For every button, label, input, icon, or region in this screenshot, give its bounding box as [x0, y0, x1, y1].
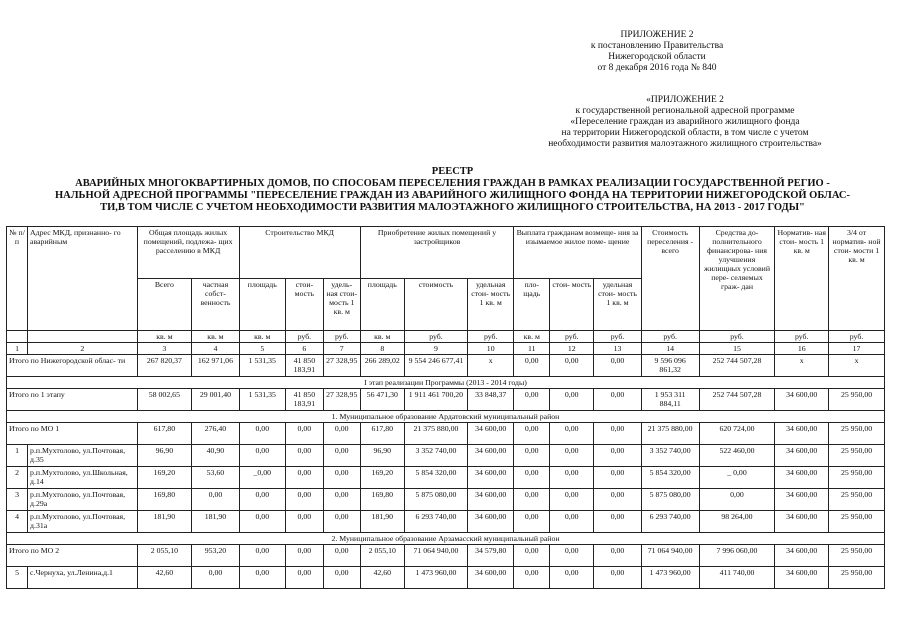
col-num: 10: [468, 343, 514, 355]
unit-cell: руб.: [594, 331, 641, 343]
cell: 0,00: [514, 445, 550, 467]
column-numbers-row: [7, 343, 885, 355]
appendix-line: к постановлению Правительства: [590, 41, 724, 51]
cell: 1 531,35: [239, 389, 285, 411]
cell: 25 950,00: [829, 389, 885, 411]
cell: 0,00: [594, 445, 641, 467]
cell: 5 875 080,00: [641, 489, 699, 511]
cell: 6 293 740,00: [641, 511, 699, 533]
title-line: РЕЕСТР: [431, 166, 474, 177]
section-label: 2. Муниципальное образование Арзамасский муниципальный район: [7, 533, 885, 545]
cell: 5 854 320,00: [404, 467, 467, 489]
cell: 34 600,00: [775, 423, 829, 445]
cell: 25 950,00: [829, 545, 885, 567]
col-num: 17: [829, 343, 885, 355]
unit-cell: кв. м: [192, 331, 239, 343]
header-area-w: пло- щадь: [514, 279, 550, 331]
cell: 5 854 320,00: [641, 467, 699, 489]
cell: 0,00: [594, 423, 641, 445]
cell: 1 473 960,00: [641, 567, 699, 589]
cell: 620 724,00: [699, 423, 775, 445]
registry-table: [6, 226, 885, 589]
cell: 25 950,00: [829, 511, 885, 533]
header-area-s: площадь: [239, 279, 285, 331]
unit-cell: руб.: [404, 331, 467, 343]
section-row: [7, 533, 885, 545]
cell: 34 600,00: [468, 445, 514, 467]
cell: 0,00: [285, 545, 323, 567]
cell: 0,00: [285, 567, 323, 589]
unit-cell: руб.: [775, 331, 829, 343]
cell: 0,00: [239, 489, 285, 511]
cell: 0,00: [594, 545, 641, 567]
header-unit-pay: удельная стои- мость 1 кв. м: [594, 279, 641, 331]
appendix-line: к государственной региональной адресной программе: [575, 106, 795, 116]
cell: 0,00: [323, 467, 360, 489]
col-num: 16: [775, 343, 829, 355]
col-num: 2: [28, 343, 137, 355]
cell: 4: [7, 511, 28, 533]
col-num: 9: [404, 343, 467, 355]
cell: 953,20: [192, 545, 239, 567]
header-funds: Средства до- полнительного финансирова- ния улучшения жилищных условий пере- селяемых граж- дан: [699, 227, 775, 331]
cell: 1: [7, 445, 28, 467]
cell: 0,00: [323, 511, 360, 533]
cell: 3 352 740,00: [641, 445, 699, 467]
row-label: Итого по 1 этапу: [7, 389, 138, 411]
cell: 34 600,00: [775, 389, 829, 411]
cell: x: [775, 355, 829, 377]
cell: 2: [7, 467, 28, 489]
cell: 96,90: [137, 445, 192, 467]
cell: 0,00: [285, 423, 323, 445]
cell: 0,00: [323, 489, 360, 511]
unit-cell: кв. м: [360, 331, 404, 343]
cell: 2 055,10: [360, 545, 404, 567]
cell: x: [468, 355, 514, 377]
row-label: Итого по Нижегородской облас- ти: [7, 355, 138, 377]
title-line: АВАРИЙНЫХ МНОГОКВАРТИРНЫХ ДОМОВ, ПО СПОСОБАМ ПЕРЕСЕЛЕНИЯ ГРАЖДАН В РАМКАХ РЕАЛИЗАЦИИ ГОСУДАРСТВЕННОЙ РЕГИО -: [75, 178, 830, 189]
cell: 169,20: [137, 467, 192, 489]
unit-cell: кв. м: [514, 331, 550, 343]
cell: 0,00: [239, 567, 285, 589]
cell: 0,00: [285, 467, 323, 489]
cell: 96,90: [360, 445, 404, 467]
header-cost-w: стои- мость: [550, 279, 594, 331]
cell: 98 264,00: [699, 511, 775, 533]
cell: 5 875 080,00: [404, 489, 467, 511]
table-row: [7, 467, 885, 489]
table-row: [7, 567, 885, 589]
cell: 0,00: [699, 489, 775, 511]
cell: 1 953 311 884,11: [641, 389, 699, 411]
cell: 252 744 507,28: [699, 355, 775, 377]
cell: 0,00: [323, 545, 360, 567]
units-row: [7, 331, 885, 343]
cell: 0,00: [550, 445, 594, 467]
cell: 9 554 246 677,41: [404, 355, 467, 377]
unit-cell: руб.: [550, 331, 594, 343]
cell: 0,00: [550, 423, 594, 445]
cell: 6 293 740,00: [404, 511, 467, 533]
cell: 34 579,80: [468, 545, 514, 567]
cell: 0,00: [285, 489, 323, 511]
cell: 0,00: [550, 489, 594, 511]
appendix-header: [552, 30, 762, 74]
cell: 34 600,00: [775, 467, 829, 489]
cell: 9 596 096 861,32: [641, 355, 699, 377]
cell: 0,00: [285, 511, 323, 533]
cell: 0,00: [323, 567, 360, 589]
cell: 0,00: [550, 511, 594, 533]
section-row: [7, 411, 885, 423]
header-address: Адрес МКД, признанно- го аварийным: [28, 227, 137, 331]
section-label: 1. Муниципальное образование Ардатовский муниципальный район: [7, 411, 885, 423]
cell: 0,00: [594, 355, 641, 377]
cell: 276,40: [192, 423, 239, 445]
header-total: Всего: [137, 279, 192, 331]
cell: 34 600,00: [468, 567, 514, 589]
unit-cell: кв. м: [239, 331, 285, 343]
table-row: [7, 389, 885, 411]
cell: 0,00: [239, 545, 285, 567]
cell: 0,00: [550, 355, 594, 377]
cell: 25 950,00: [829, 467, 885, 489]
row-label: Итого по МО 2: [7, 545, 138, 567]
cell: _ 0,00: [699, 467, 775, 489]
cell: 21 375 880,00: [641, 423, 699, 445]
unit-cell: руб.: [323, 331, 360, 343]
appendix-line: ПРИЛОЖЕНИЕ 2: [620, 30, 694, 40]
cell: 0,00: [550, 545, 594, 567]
cell: 0,00: [550, 389, 594, 411]
cell: 29 001,40: [192, 389, 239, 411]
cell: x: [829, 355, 885, 377]
cell: 34 600,00: [468, 423, 514, 445]
header-norm: Норматив- ная стои- мость 1 кв. м: [775, 227, 829, 331]
cell: 34 600,00: [468, 511, 514, 533]
cell: 0,00: [514, 489, 550, 511]
table-row: [7, 511, 885, 533]
cell: 34 600,00: [775, 511, 829, 533]
cell: 21 375 880,00: [404, 423, 467, 445]
col-num: 8: [360, 343, 404, 355]
cell: 40,90: [192, 445, 239, 467]
unit-cell: руб.: [641, 331, 699, 343]
header-cost-p: стоимость: [404, 279, 467, 331]
col-num: 5: [239, 343, 285, 355]
cell: 522 460,00: [699, 445, 775, 467]
cell: 2 055,10: [137, 545, 192, 567]
cell: 0,00: [514, 389, 550, 411]
row-label: Итого по МО 1: [7, 423, 138, 445]
address-cell: с.Чернуха, ул.Ленина,д.1: [28, 567, 137, 589]
cell: 42,60: [360, 567, 404, 589]
header-unit-purchase: удельная стои- мость 1 кв. м: [468, 279, 514, 331]
header-three-quarter: 3/4 от норматив- ной стои- мости 1 кв. м: [829, 227, 885, 331]
cell: 27 328,95: [323, 389, 360, 411]
cell: 25 950,00: [829, 423, 885, 445]
cell: 267 820,37: [137, 355, 192, 377]
header-area: Общая площадь жилых помещений, подлежа- щих расселению в МКД: [137, 227, 239, 279]
cell: 0,00: [594, 511, 641, 533]
appendix-line: от 8 декабря 2016 года № 840: [597, 63, 717, 73]
col-num: 13: [594, 343, 641, 355]
header-payment: Выплата гражданам возмеще- ния за изымаемое жилое поме- щение: [514, 227, 641, 279]
cell: 169,20: [360, 467, 404, 489]
address-cell: р.п.Мухтолово, ул.Школьная, д.14: [28, 467, 137, 489]
cell: 34 600,00: [775, 489, 829, 511]
cell: 169,80: [360, 489, 404, 511]
col-num: 15: [699, 343, 775, 355]
cell: 0,00: [550, 467, 594, 489]
header-no: № п/п: [7, 227, 28, 331]
col-num: 7: [323, 343, 360, 355]
header-cost-total: Стоимость переселения - всего: [641, 227, 699, 331]
unit-cell: кв. м: [137, 331, 192, 343]
address-cell: р.п.Мухтолово, ул.Почтовая, д.35: [28, 445, 137, 467]
cell: 181,90: [137, 511, 192, 533]
cell: 3: [7, 489, 28, 511]
cell: 58 002,65: [137, 389, 192, 411]
cell: 0,00: [514, 355, 550, 377]
unit-cell: руб.: [285, 331, 323, 343]
cell: 0,00: [192, 489, 239, 511]
cell: 0,00: [514, 467, 550, 489]
cell: 0,00: [285, 445, 323, 467]
cell: 0,00: [239, 511, 285, 533]
cell: 7 996 060,00: [699, 545, 775, 567]
col-num: 14: [641, 343, 699, 355]
table-row: [7, 355, 885, 377]
cell: 0,00: [514, 511, 550, 533]
cell: 27 328,95: [323, 355, 360, 377]
cell: 71 064 940,00: [404, 545, 467, 567]
title-line: ТИ,В ТОМ ЧИСЛЕ С УЧЕТОМ НЕОБХОДИМОСТИ РАЗВИТИЯ МАЛОЭТАЖНОГО ЖИЛИЩНОГО СТРОИТЕЛЬСТВА, НА 2013 - 2017 ГОДЫ": [100, 202, 805, 213]
address-cell: р.п.Мухтолово, ул.Почтовая, д.29а: [28, 489, 137, 511]
cell: 0,00: [192, 567, 239, 589]
cell: 266 289,02: [360, 355, 404, 377]
cell: 162 971,06: [192, 355, 239, 377]
unit-cell: руб.: [699, 331, 775, 343]
col-num: 4: [192, 343, 239, 355]
cell: 0,00: [514, 567, 550, 589]
col-num: 6: [285, 343, 323, 355]
appendix-line: «ПРИЛОЖЕНИЕ 2: [646, 95, 724, 105]
cell: 34 600,00: [775, 567, 829, 589]
cell: 25 950,00: [829, 567, 885, 589]
appendix-line: необходимости развития малоэтажного жилищного строительства»: [548, 139, 822, 149]
cell: 252 744 507,28: [699, 389, 775, 411]
table-row: [7, 423, 885, 445]
document-title: [0, 166, 905, 214]
cell: 0,00: [594, 567, 641, 589]
cell: 42,60: [137, 567, 192, 589]
col-num: 3: [137, 343, 192, 355]
header-private: частная собст- венность: [192, 279, 239, 331]
cell: 25 950,00: [829, 489, 885, 511]
unit-cell: руб.: [829, 331, 885, 343]
header-cost-s: стои- мость: [285, 279, 323, 331]
cell: 617,80: [137, 423, 192, 445]
cell: 169,80: [137, 489, 192, 511]
appendix-program-header: [525, 95, 845, 150]
col-num: 11: [514, 343, 550, 355]
cell: 3 352 740,00: [404, 445, 467, 467]
cell: 5: [7, 567, 28, 589]
cell: 34 600,00: [468, 489, 514, 511]
title-line: НАЛЬНОЙ АДРЕСНОЙ ПРОГРАММЫ "ПЕРЕСЕЛЕНИЕ ГРАЖДАН ИЗ АВАРИЙНОГО ЖИЛИЩНОГО ФОНДА НА ТЕРРИТОРИИ НИЖЕГОРОДСКОЙ ОБЛАС-: [54, 190, 850, 201]
cell: 71 064 940,00: [641, 545, 699, 567]
col-num: 12: [550, 343, 594, 355]
cell: 1 911 461 700,20: [404, 389, 467, 411]
col-num: 1: [7, 343, 28, 355]
cell: 1 473 960,00: [404, 567, 467, 589]
cell: 53,60: [192, 467, 239, 489]
cell: 0,00: [550, 567, 594, 589]
cell: 0,00: [514, 423, 550, 445]
table-row: [7, 545, 885, 567]
table-row: [7, 489, 885, 511]
address-cell: р.п.Мухтолово, ул.Почтовая, д.31а: [28, 511, 137, 533]
cell: 0,00: [323, 445, 360, 467]
section-row: [7, 377, 885, 389]
cell: 34 600,00: [775, 445, 829, 467]
appendix-line: Нижегородской области: [608, 52, 706, 62]
cell: 0,00: [594, 467, 641, 489]
unit-cell: руб.: [468, 331, 514, 343]
cell: 41 850 183,91: [285, 389, 323, 411]
cell: 34 600,00: [468, 467, 514, 489]
appendix-line: на территории Нижегородской области, в том числе с учетом: [561, 128, 809, 138]
cell: 41 850 183,91: [285, 355, 323, 377]
cell: 617,80: [360, 423, 404, 445]
cell: 0,00: [514, 545, 550, 567]
cell: 0,00: [594, 489, 641, 511]
cell: 0,00: [239, 423, 285, 445]
cell: 0,00: [594, 389, 641, 411]
table-row: [7, 445, 885, 467]
cell: 25 950,00: [829, 445, 885, 467]
cell: 411 740,00: [699, 567, 775, 589]
cell: 181,90: [192, 511, 239, 533]
appendix-line: «Переселение граждан из аварийного жилищного фонда: [570, 117, 800, 127]
cell: 33 848,37: [468, 389, 514, 411]
header-unit-build: удель- ная стои- мость 1 кв. м: [323, 279, 360, 331]
header-purchase: Приобретение жилых помещений у застройщиков: [360, 227, 514, 279]
cell: 181,90: [360, 511, 404, 533]
section-label: I этап реализации Программы (2013 - 2014 годы): [7, 377, 885, 389]
cell: 56 471,30: [360, 389, 404, 411]
cell: 0,00: [239, 445, 285, 467]
header-build: Строительство МКД: [239, 227, 360, 279]
cell: _0,00: [239, 467, 285, 489]
header-area-p: площадь: [360, 279, 404, 331]
cell: 34 600,00: [775, 545, 829, 567]
cell: 1 531,35: [239, 355, 285, 377]
cell: 0,00: [323, 423, 360, 445]
